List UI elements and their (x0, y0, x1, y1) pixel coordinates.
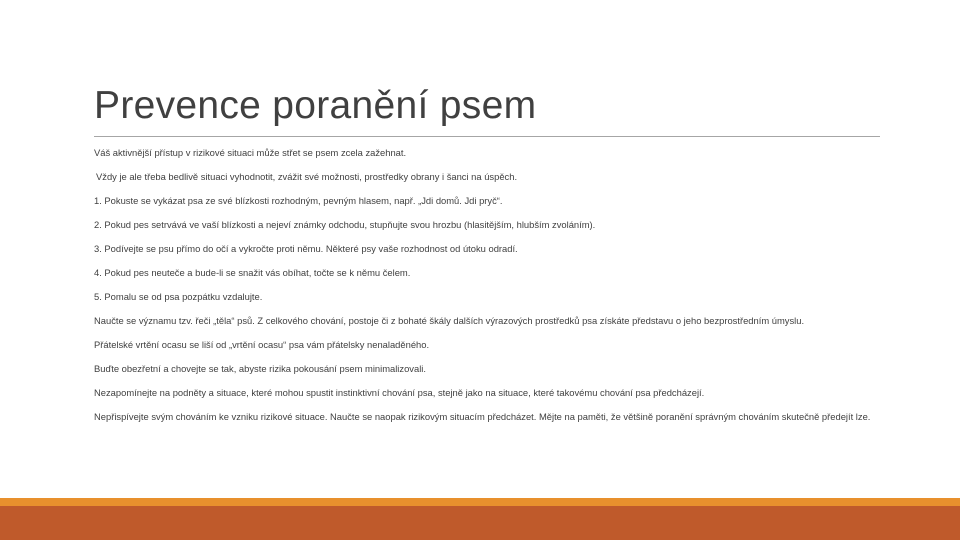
paragraph-assessment: Vždy je ale třeba bedlivě situaci vyhodnotit, zvážit své možnosti, prostředky obrany i šanci na úspěch. (96, 171, 518, 182)
slide-title: Prevence poranění psem (94, 84, 537, 127)
paragraph-prevention: Nepřispívejte svým chováním ke vzniku rizikové situace. Naučte se naopak rizikovým situacím předcházet. Mějte na paměti, že většině poranění správným chováním skutečně předejít lze. (94, 411, 871, 422)
list-item-step-5: 5. Pomalu se od psa pozpátku vzdalujte. (94, 291, 263, 302)
paragraph-intro: Váš aktivnější přístup v rizikové situaci může střet se psem zcela zažehnat. (94, 147, 407, 158)
list-item-step-1: 1. Pokuste se vykázat psa ze své blízkosti rozhodným, pevným hlasem, např. „Jdi domů. Jdi pryč“. (94, 195, 503, 206)
paragraph-body-language: Naučte se významu tzv. řeči „těla“ psů. Z celkového chování, postoje či z bohaté škály dalších výrazových prostředků psa získáte představu o jeho bezprostředním úmyslu. (94, 315, 805, 326)
title-divider (94, 136, 880, 137)
list-item-step-4: 4. Pokud pes neuteče a bude-li se snažit vás obíhat, točte se k němu čelem. (94, 267, 411, 278)
slide-body (94, 148, 876, 436)
paragraph-caution: Buďte obezřetní a chovejte se tak, abyste rizika pokousání psem minimalizovali. (94, 363, 426, 374)
paragraph-tail-wagging: Přátelské vrtění ocasu se liší od „vrtění ocasu“ psa vám přátelsky nenaladěného. (94, 339, 430, 350)
accent-bar-dark (0, 506, 960, 540)
accent-bar-light (0, 498, 960, 506)
list-item-step-2: 2. Pokud pes setrvává ve vaší blízkosti a nejeví známky odchodu, stupňujte svou hrozbu (hlasitějším, hlubším zvoláním). (94, 219, 596, 230)
paragraph-triggers: Nezapomínejte na podněty a situace, které mohou spustit instinktivní chování psa, stejně jako na situace, které takovému chování psa předcházejí. (94, 387, 705, 398)
list-item-step-3: 3. Podívejte se psu přímo do očí a vykročte proti němu. Některé psy vaše rozhodnost od útoku odradí. (94, 243, 518, 254)
